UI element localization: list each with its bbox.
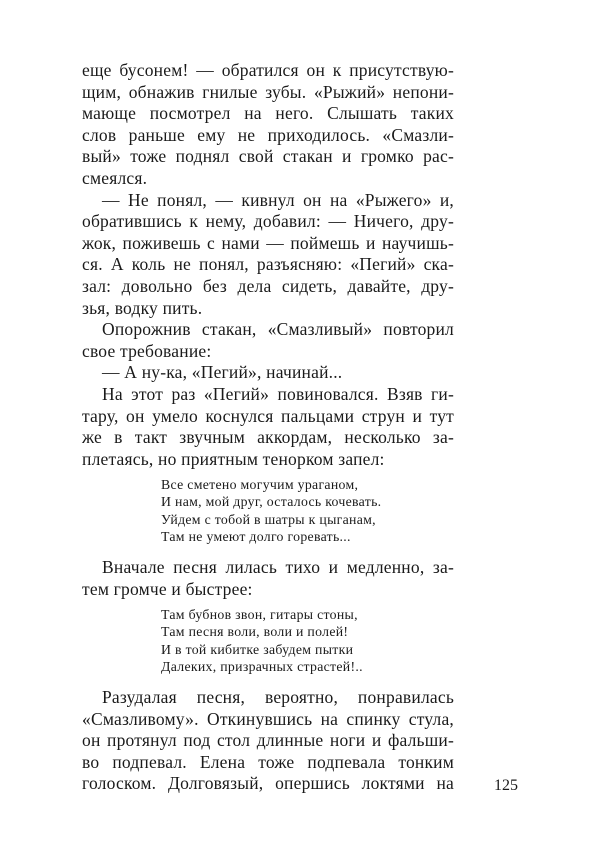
verse-line: Далеких, призрачных страстей!.. [161, 658, 363, 674]
page-number: 125 [494, 777, 518, 794]
song-verse [82, 476, 454, 545]
verse-line: Там бубнов звон, гитары стоны, [161, 607, 358, 623]
paragraph [82, 687, 454, 795]
verse-line: Там не умеют долго горевать... [161, 528, 351, 544]
text-line: еще бусонем! — обратился он к присутствую- [82, 60, 454, 80]
text-line: свое требование: [82, 340, 212, 361]
text-line: во подпевал. Елена тоже подпевала тонким [82, 751, 454, 772]
text-line: ся. А коль не понял, разъясняю: «Пегий» ска- [82, 254, 454, 275]
text-line: вый» тоже поднял свой стакан и громко рас- [82, 146, 454, 167]
paragraph [82, 319, 454, 362]
text-line: голоском. Долговязый, опершись локтями на [82, 773, 454, 794]
text-line: На этот раз «Пегий» повиновался. Взяв ги- [102, 383, 454, 404]
text-line: щим, обнажив гнилые зубы. «Рыжий» непони- [82, 81, 454, 102]
text-line: слов раньше ему не приходилось. «Смазли- [82, 124, 454, 145]
text-line: обратившись к нему, добавил: — Ничего, дру- [82, 211, 454, 232]
song-verse [82, 606, 454, 675]
book-page [82, 60, 454, 795]
paragraph [82, 557, 454, 600]
verse-line: Все сметено могучим ураганом, [161, 477, 359, 493]
text-line: тару, он умело коснулся пальцами струн и тут [82, 405, 454, 426]
text-line: Разудалая песня, вероятно, понравилась [102, 686, 454, 707]
text-line: — А ну-ка, «Пегий», начинай... [102, 362, 343, 383]
text-line: — Не понял, — кивнул он на «Рыжего» и, [102, 189, 454, 210]
text-line: зал: довольно без дела сидеть, давайте, дру- [82, 275, 454, 296]
text-line: «Смазливому». Откинувшись на спинку стула, [82, 708, 454, 729]
text-line: же в такт звучным аккордам, несколько за- [82, 427, 454, 448]
text-line: он протянул под стол длинные ноги и фальши- [82, 730, 454, 751]
text-line: смеялся. [82, 167, 148, 188]
text-line: Опорожнив стакан, «Смазливый» повторил [102, 319, 454, 340]
verse-line: И нам, мой друг, осталось кочевать. [161, 494, 382, 510]
paragraph [82, 190, 454, 320]
text-line: зья, водку пить. [82, 297, 203, 318]
text-line: плетаясь, но приятным тенорком запел: [82, 448, 385, 469]
text-line: мающе посмотрел на него. Слышать таких [82, 103, 454, 124]
text-line: Вначале песня лилась тихо и медленно, за- [102, 557, 454, 578]
paragraph [82, 384, 454, 470]
verse-line: Там песня воли, воли и полей! [161, 624, 349, 640]
text-line: тем громче и быстрее: [82, 578, 253, 599]
paragraph [82, 60, 454, 190]
verse-line: И в той кибитке забудем пытки [161, 641, 354, 657]
text-line: жок, поживешь с нами — поймешь и научишь- [82, 232, 454, 253]
verse-line: Уйдем с тобой в шатры к цыганам, [161, 511, 376, 527]
paragraph [82, 362, 454, 384]
